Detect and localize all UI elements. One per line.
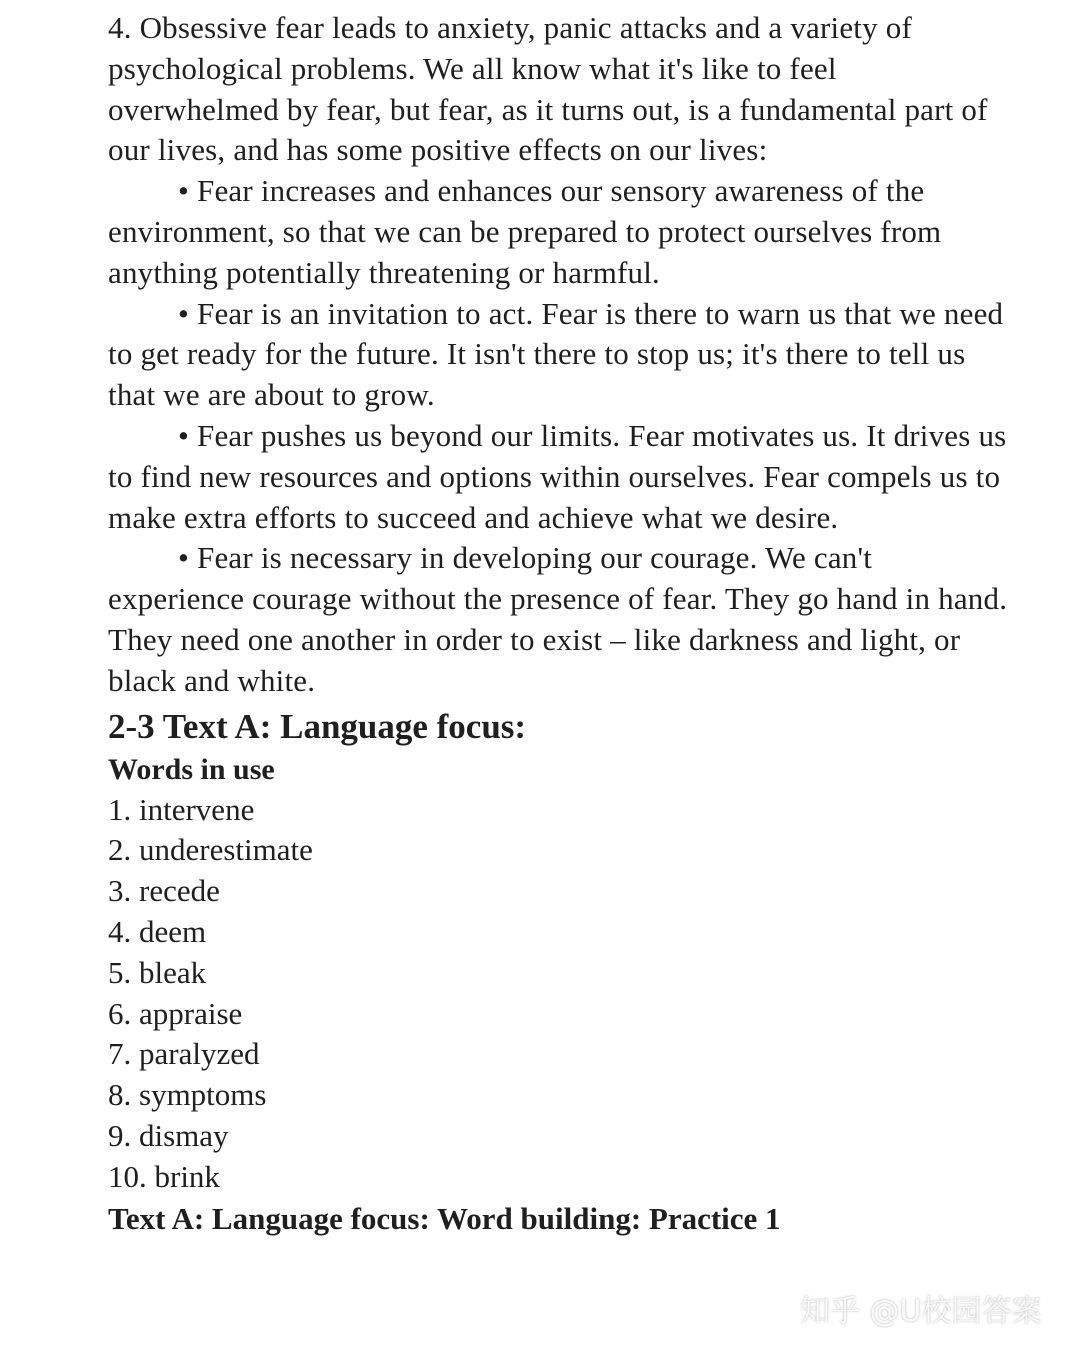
word-item: 6. appraise [108, 995, 243, 1031]
word-item: 9. dismay [108, 1117, 229, 1153]
word-item: 10. brink [108, 1158, 220, 1194]
bullet-developing-courage: • Fear is necessary in developing our courage. We can't experience courage without the presence of fear. They go hand in hand. They need one another in order to exist – like darkness and light, or black and white. [108, 540, 1008, 698]
word-item: 4. deem [108, 913, 207, 949]
word-item: 1. intervene [108, 791, 255, 827]
bullet-sensory-awareness: • Fear increases and enhances our sensory awareness of the environment, so that we can be prepared to protect ourselves from anything potentially threatening or harmful. [108, 173, 942, 290]
intro-paragraph: 4. Obsessive fear leads to anxiety, panic attacks and a variety of psychological problems. We all know what it's like to feel overwhelmed by fear, but fear, as it turns out, is a fundamental part of our lives, and has some positive effects on our lives: [108, 10, 988, 168]
word-item: 2. underestimate [108, 832, 313, 868]
section-title: 2-3 Text A: Language focus: [108, 706, 527, 746]
bullet-invitation-to-act: • Fear is an invitation to act. Fear is there to warn us that we need to get ready for the future. It isn't there to stop us; it's there to tell us that we are about to grow. [108, 295, 1004, 413]
word-item: 5. bleak [108, 954, 207, 990]
document-page [108, 8, 1008, 1240]
subsection-title: Words in use [108, 752, 275, 786]
footer-section-title: Text A: Language focus: Word building: Practice 1 [108, 1200, 781, 1236]
word-list [108, 790, 1008, 1198]
watermark: 知乎 @U校园答案 [800, 1286, 1042, 1330]
word-item: 7. paralyzed [108, 1036, 260, 1072]
word-item: 3. recede [108, 873, 220, 909]
word-item: 8. symptoms [108, 1077, 267, 1113]
bullet-beyond-limits: • Fear pushes us beyond our limits. Fear motivates us. It drives us to find new resources and options within ourselves. Fear compels us to make extra efforts to succeed and achieve what we desire. [108, 417, 1007, 535]
